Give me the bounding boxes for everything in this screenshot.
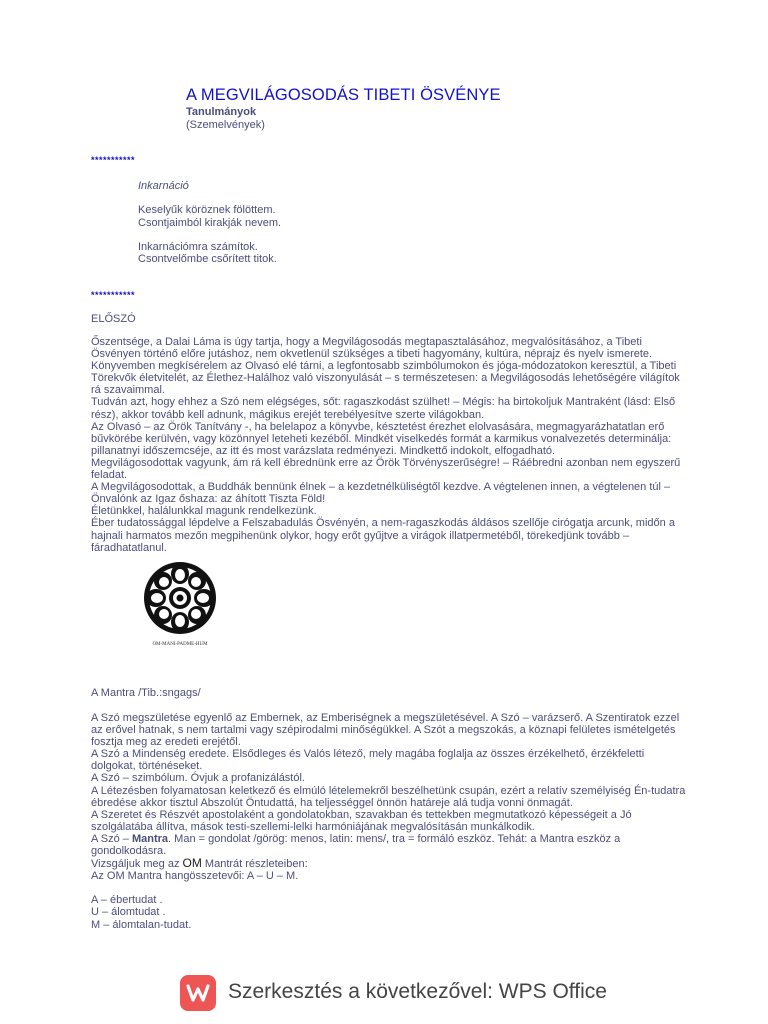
paragraph: A Létezésben folyamatosan keletkező és elmúló lételemekről beszélhetünk csupán, ezért a relatív személyiség Én-tudatra ébredése akkor tisztul Abszolút Öntudattá, ha teljességgel önnön határeje alá tudja vonni önmagát. xyxy=(91,784,686,809)
separator: *********** xyxy=(91,290,136,300)
wps-footer xyxy=(180,974,620,1012)
preface-heading: ELŐSZÓ xyxy=(91,313,136,325)
paragraph: A Szó a Mindenség eredete. Elsődleges és Valós létező, mely magába foglalja az összes érzékelhető, érzékfeletti dolgokat, történéseket. xyxy=(91,748,645,773)
paragraph: Őszentsége, a Dalai Láma is úgy tartja, hogy a Megvilágosodás megtapasztalásához, megvalósításához, a Tibeti Ösvényen történő előre jutáshoz, nem okvetlenül szükséges a tibeti hagyomány, kultúra, néprajz és nyelv ismerete. xyxy=(91,336,653,361)
paragraph: A Szó – szimbólum. Óvjuk a profanizálástól. xyxy=(91,772,305,785)
text-run: Vizsgáljuk meg az xyxy=(91,858,183,871)
paragraph: Életünkkel, halálunkkal magunk rendelkezünk. xyxy=(91,505,317,518)
poem-line: Inkarnációmra számítok. xyxy=(138,241,258,253)
om-word: OM xyxy=(182,856,202,871)
mandala-caption: OM-MANI-PADME-HUM xyxy=(152,642,208,647)
paragraph: Az OM Mantra hangösszetevői: A – U – M. xyxy=(91,870,299,883)
paragraph: Könyvemben megkísérelem az Olvasó elé tárni, a legfontosabb szimbólumokon és jóga-módozatokon keresztül, a Tibeti Törekvők életvitelét, az Élethez-Halálhoz való viszonyulását – s természetesen: a Megvilágosodás lehetőségére világítok rá szavaimmal. xyxy=(91,360,680,397)
separator: *********** xyxy=(91,155,136,165)
document-title: A MEGVILÁGOSODÁS TIBETI ÖSVÉNYE xyxy=(186,86,501,104)
om-mani-mandala-image xyxy=(142,560,218,648)
list-item: U – álomtudat . xyxy=(91,906,166,919)
paragraph: Megvilágosodottak vagyunk, ám rá kell ébrednünk erre az Örök Törvényszerűségre! – Ráébredni azonban nem egyszerű feladat. xyxy=(91,456,681,482)
paragraph: Tudván azt, hogy ehhez a Szó nem elégséges, sőt: ragaszkodást szülhet! – Mégis: ha birtokoljuk Mantraként (lásd: Első rész), akkor tovább kell adnunk, mágikus erejét terebélyesítve szerte világokban. xyxy=(91,396,676,421)
paragraph: Éber tudatossággal lépdelve a Felszabadulás Ösvényén, a nem-ragaszkodás áldásos szellője cirógatja arcunk, midőn a hajnali harmatos mezőn megpihenünk olykor, hogy erőt gyűjtve a virágok illatpermetéből, törekedjünk tovább – fáradhatatlanul. xyxy=(91,517,675,554)
preface-body xyxy=(91,336,691,554)
paragraph: A Szó megszületése egyenlő az Embernek, az Emberiségnek a megszületésével. A Szó – varázserő. A Szentiratok ezzel az erővel hatnak, s nem tartalmi vagy szépirodalmi minőségükkel. A Szót a megszokás, a köznapi felületes ismételgetés fosztja meg az eredeti erejétől. xyxy=(91,712,680,749)
mantra-bold-word: Mantra xyxy=(131,832,169,845)
paragraph: A Szeretet és Részvét apostolaként a gondolatokban, szavakban és tettekben megmutatkozó képességeit a Jó szolgálatába állítva, mások testi-szellemi-lelki harmóniájának megvalósításán munkálkodik. xyxy=(91,808,632,833)
poem-line: Keselyűk köröznek fölöttem. xyxy=(138,204,276,216)
poem-title: Inkarnáció xyxy=(138,180,189,192)
mantra-definition xyxy=(91,833,691,857)
poem-line: Csontjaimból kirakják nevem. xyxy=(138,217,282,229)
list-item: M – álomtalan-tudat. xyxy=(91,918,192,931)
lotus-mandala-icon xyxy=(142,560,218,648)
mantra-body xyxy=(91,712,691,931)
poem-line: Csontvelőmbe csőrített titok. xyxy=(138,253,277,265)
examine-line xyxy=(91,857,691,870)
wps-logo-icon xyxy=(180,975,216,1011)
paragraph: Az Olvasó – az Örök Tanítvány -, ha belelapoz a könyvbe, késztetést érezhet elolvasására, megmagyarázhatatlan erő bűvkörébe kerülvén, vagy közönnyel leteheti kezéből. Mindkét viselkedés formát a karmikus vonalvezetés determinálja: pillanatnyi időszemcséje, az itt és most varázslata redményezi. Mindkettő indokolt, elfogadható. xyxy=(91,420,672,457)
mantra-heading: A Mantra /Tib.:sngags/ xyxy=(91,687,201,699)
text-run: . Man = gondolat /görög: menos, latin: mens/, tra = formáló eszköz. Tehát: a Mantra eszköz a gondolkodásra. xyxy=(91,832,621,858)
list-item: A – ébertudat . xyxy=(91,894,163,907)
footer-text: Szerkesztés a következővel: WPS Office xyxy=(228,980,607,1003)
text-run: Mantrát részleteiben: xyxy=(201,858,308,871)
paragraph: A Megvilágosodottak, a Buddhák bennünk élnek – a kezdetnélküliségtől kezdve. A végtelenen innen, a végtelenen túl – Önvalónk az Igaz őshaza: az áhított Tiszta Föld! xyxy=(91,481,671,506)
document-subnote: (Szemelvények) xyxy=(186,119,265,131)
text-run: A Szó – xyxy=(91,832,132,845)
document-subtitle: Tanulmányok xyxy=(186,106,257,118)
